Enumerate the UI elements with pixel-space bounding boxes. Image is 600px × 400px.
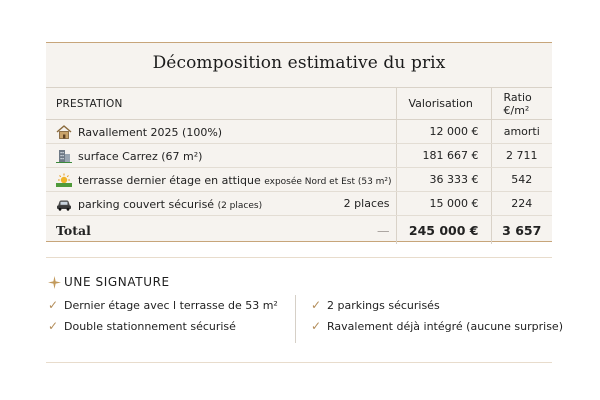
check-icon: ✓ <box>48 298 59 312</box>
row-label: terrasse dernier étage en attique <box>78 173 261 187</box>
row-extra <box>288 120 396 144</box>
card-title: Décomposition estimative du prix <box>152 53 446 73</box>
row-extra: 2 places <box>288 192 396 216</box>
row-label: surface Carrez (67 m²) <box>78 149 203 163</box>
building-icon <box>56 149 72 163</box>
house-icon <box>56 125 72 139</box>
feature-text: 2 parkings sécurisés <box>327 299 440 312</box>
header-ratio: Ratio €/m² <box>491 88 552 120</box>
row-label: parking couvert sécurisé <box>78 197 215 211</box>
row-label-note: exposée Nord et Est (53 m²) <box>264 176 392 187</box>
table-row <box>46 192 552 216</box>
row-ratio: 542 <box>491 168 552 192</box>
check-icon: ✓ <box>48 319 59 333</box>
feature-item <box>48 319 236 333</box>
header-valorisation: Valorisation <box>396 88 491 120</box>
price-table <box>46 87 552 244</box>
row-ratio: 2 711 <box>491 144 552 168</box>
row-value: 12 000 € <box>396 120 491 144</box>
table-row <box>46 120 552 144</box>
total-ratio: 3 657 <box>491 216 552 245</box>
feature-text: Dernier étage avec l terrasse de 53 m² <box>64 299 278 312</box>
feature-text: Double stationnement sécurisé <box>64 320 236 333</box>
signature-heading <box>48 275 170 289</box>
feature-text: Ravalement déjà intégré (aucune surprise) <box>327 320 563 333</box>
column-divider <box>295 295 296 343</box>
row-ratio: amorti <box>491 120 552 144</box>
table-row <box>46 144 552 168</box>
row-label-note: (2 places) <box>217 200 263 211</box>
check-icon: ✓ <box>311 298 322 312</box>
divider <box>46 362 552 363</box>
terrace-sun-icon <box>56 173 72 187</box>
header-prestation: PRESTATION <box>46 88 396 120</box>
row-value: 181 667 € <box>396 144 491 168</box>
row-ratio: 224 <box>491 192 552 216</box>
price-breakdown-card <box>46 42 552 242</box>
total-value: 245 000 € <box>396 216 491 245</box>
row-value: 15 000 € <box>396 192 491 216</box>
total-row <box>46 216 552 245</box>
signature-title: UNE SIGNATURE <box>64 275 170 289</box>
divider <box>46 257 552 258</box>
table-header <box>46 88 552 120</box>
check-icon: ✓ <box>311 319 322 333</box>
table-row <box>46 168 552 192</box>
total-label: Total <box>56 222 91 238</box>
total-dash: — <box>377 222 390 238</box>
feature-item <box>311 319 563 333</box>
car-icon <box>56 197 72 211</box>
row-extra <box>288 144 396 168</box>
sparkle-icon <box>48 276 61 289</box>
row-label: Ravallement 2025 (100%) <box>78 125 223 139</box>
row-value: 36 333 € <box>396 168 491 192</box>
feature-item <box>48 298 278 312</box>
feature-item <box>311 298 440 312</box>
